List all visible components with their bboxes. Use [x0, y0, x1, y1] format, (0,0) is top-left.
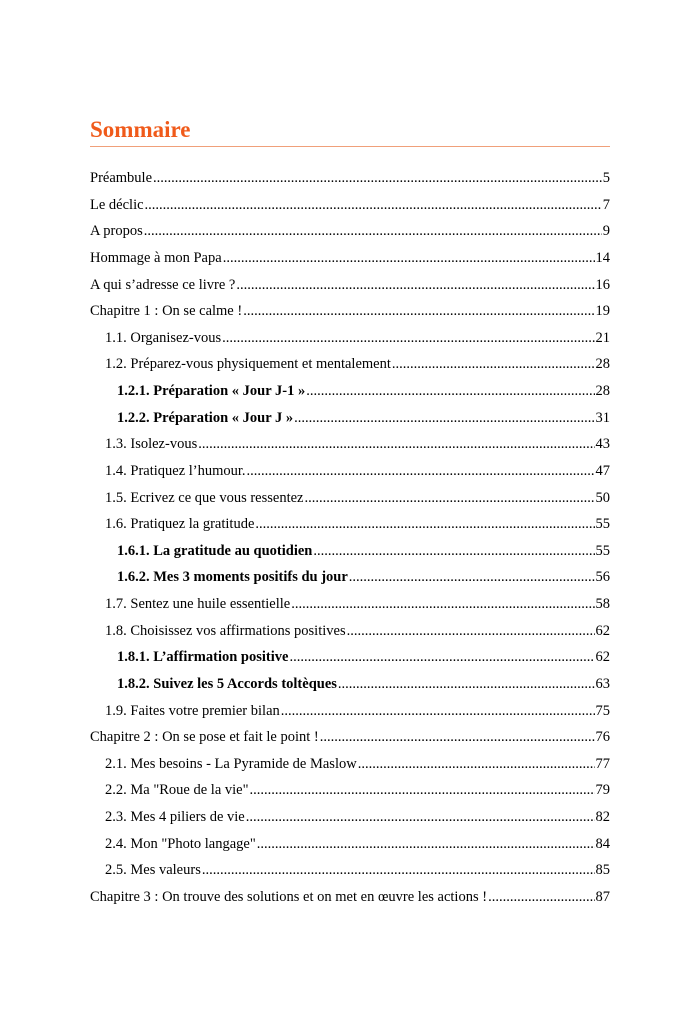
toc-entry-label: 1.5. Ecrivez ce que vous ressentez	[105, 489, 304, 506]
toc-entry[interactable]	[90, 751, 610, 778]
toc-entry[interactable]	[90, 192, 610, 219]
toc-entry-page: 79	[595, 782, 610, 799]
toc-entry[interactable]	[90, 218, 610, 245]
toc-leader-dots	[304, 485, 594, 512]
toc-entry-label: Chapitre 2 : On se pose et fait le point !	[90, 729, 319, 746]
toc-leader-dots	[144, 218, 602, 245]
toc-entry[interactable]	[90, 831, 610, 858]
toc-entry-label: 1.8.1. L’affirmation positive	[117, 649, 289, 666]
toc-entry[interactable]	[90, 298, 610, 325]
toc-entry-label: 1.7. Sentez une huile essentielle	[105, 596, 291, 612]
toc-leader-dots	[255, 511, 594, 538]
page-title: Sommaire	[90, 117, 191, 142]
toc-entry-label: 1.1. Organisez-vous	[105, 329, 222, 346]
toc-leader-dots	[247, 458, 595, 485]
toc-entry-page: 77	[595, 755, 610, 772]
toc-entry[interactable]	[90, 405, 610, 432]
toc-entry[interactable]	[90, 698, 610, 725]
toc-leader-dots	[320, 724, 595, 751]
toc-leader-dots	[198, 431, 594, 458]
toc-entry-page: 62	[595, 649, 610, 666]
toc-leader-dots	[294, 405, 594, 432]
toc-entry-page: 62	[595, 622, 610, 639]
toc-entry[interactable]	[90, 511, 610, 538]
toc-entry-page: 21	[595, 329, 610, 346]
toc-leader-dots	[145, 192, 602, 219]
toc-leader-dots	[223, 245, 595, 272]
table-of-contents	[90, 165, 610, 911]
toc-entry-page: 76	[595, 729, 610, 746]
toc-entry-page: 50	[595, 489, 610, 506]
toc-entry[interactable]	[90, 804, 610, 831]
toc-leader-dots	[338, 671, 595, 698]
toc-entry-page: 19	[595, 303, 610, 320]
toc-leader-dots	[488, 884, 594, 911]
toc-entry[interactable]	[90, 325, 610, 352]
toc-entry-label: 2.2. Ma "Roue de la vie"	[105, 782, 249, 799]
toc-leader-dots	[291, 591, 594, 618]
toc-entry-label: 1.2. Préparez-vous physiquement et mentalement	[105, 356, 391, 373]
toc-entry[interactable]	[90, 458, 610, 485]
toc-entry-page: 56	[595, 569, 610, 586]
toc-entry[interactable]	[90, 857, 610, 884]
title-underline	[90, 146, 610, 147]
toc-entry[interactable]	[90, 777, 610, 804]
toc-entry[interactable]	[90, 272, 610, 299]
toc-entry-label: 1.6.2. Mes 3 moments positifs du jour	[117, 569, 348, 586]
toc-entry-label: 2.5. Mes valeurs	[105, 862, 201, 879]
toc-entry-page: 58	[595, 596, 610, 612]
toc-entry[interactable]	[90, 884, 610, 911]
toc-leader-dots	[347, 618, 595, 645]
toc-entry-label: 1.2.1. Préparation « Jour J-1 »	[117, 383, 306, 399]
toc-entry-page: 31	[595, 409, 610, 426]
toc-entry-label: Préambule	[90, 170, 153, 186]
toc-entry-page: 55	[595, 542, 610, 559]
toc-leader-dots	[246, 804, 595, 831]
toc-leader-dots	[243, 298, 594, 325]
toc-entry[interactable]	[90, 618, 610, 645]
toc-entry-label: 1.2.2. Préparation « Jour J »	[117, 409, 294, 426]
toc-entry-label: Hommage à mon Papa	[90, 249, 222, 266]
toc-entry-label: 2.4. Mon "Photo langage"	[105, 835, 256, 852]
toc-entry-label: 1.4. Pratiquez l’humour.	[105, 462, 246, 479]
toc-entry-page: 87	[595, 888, 610, 905]
toc-entry[interactable]	[90, 351, 610, 378]
toc-entry[interactable]	[90, 591, 610, 618]
toc-leader-dots	[289, 644, 594, 671]
toc-leader-dots	[153, 165, 602, 192]
toc-entry[interactable]	[90, 431, 610, 458]
toc-entry-page: 47	[595, 462, 610, 479]
toc-entry-label: 1.6.1. La gratitude au quotidien	[117, 542, 313, 559]
toc-leader-dots	[257, 831, 595, 858]
toc-entry-page: 85	[595, 862, 610, 879]
toc-entry-page: 16	[595, 276, 610, 293]
toc-leader-dots	[250, 777, 595, 804]
toc-entry-page: 5	[602, 170, 610, 186]
toc-entry-label: Chapitre 3 : On trouve des solutions et on met en œuvre les actions !	[90, 888, 488, 905]
toc-entry-label: 1.9. Faites votre premier bilan	[105, 702, 280, 719]
toc-entry-label: 1.3. Isolez-vous	[105, 436, 198, 453]
toc-leader-dots	[281, 698, 595, 725]
toc-entry-label: Le déclic	[90, 196, 144, 213]
toc-entry-page: 82	[595, 809, 610, 825]
toc-leader-dots	[392, 351, 595, 378]
toc-entry-page: 28	[595, 356, 610, 373]
toc-entry-page: 28	[595, 383, 610, 399]
toc-entry[interactable]	[90, 485, 610, 512]
toc-entry[interactable]	[90, 245, 610, 272]
toc-leader-dots	[349, 564, 595, 591]
toc-entry-page: 84	[595, 835, 610, 852]
toc-entry[interactable]	[90, 724, 610, 751]
toc-entry-page: 63	[595, 675, 610, 692]
toc-entry-page: 7	[602, 196, 610, 213]
toc-entry-label: 1.8.2. Suivez les 5 Accords toltèques	[117, 675, 337, 692]
toc-entry-label: A qui s’adresse ce livre ?	[90, 276, 236, 293]
toc-entry-label: 1.8. Choisissez vos affirmations positives	[105, 622, 346, 639]
toc-entry-label: 2.3. Mes 4 piliers de vie	[105, 809, 245, 825]
toc-entry[interactable]	[90, 644, 610, 671]
toc-entry[interactable]	[90, 165, 610, 192]
toc-leader-dots	[222, 325, 594, 352]
toc-leader-dots	[306, 378, 594, 405]
toc-entry[interactable]	[90, 378, 610, 405]
toc-leader-dots	[358, 751, 595, 778]
toc-leader-dots	[202, 857, 595, 884]
toc-entry-page: 43	[595, 436, 610, 453]
toc-entry-page: 9	[602, 223, 610, 240]
toc-entry[interactable]	[90, 538, 610, 565]
toc-leader-dots	[236, 272, 594, 299]
toc-entry-page: 75	[595, 702, 610, 719]
toc-entry-label: Chapitre 1 : On se calme !	[90, 303, 243, 320]
toc-entry[interactable]	[90, 671, 610, 698]
toc-entry-page: 14	[595, 249, 610, 266]
toc-entry-label: 1.6. Pratiquez la gratitude	[105, 516, 255, 533]
toc-entry-label: A propos	[90, 223, 143, 240]
toc-entry[interactable]	[90, 564, 610, 591]
toc-leader-dots	[313, 538, 594, 565]
toc-entry-label: 2.1. Mes besoins - La Pyramide de Maslow	[105, 755, 357, 772]
toc-entry-page: 55	[595, 516, 610, 533]
